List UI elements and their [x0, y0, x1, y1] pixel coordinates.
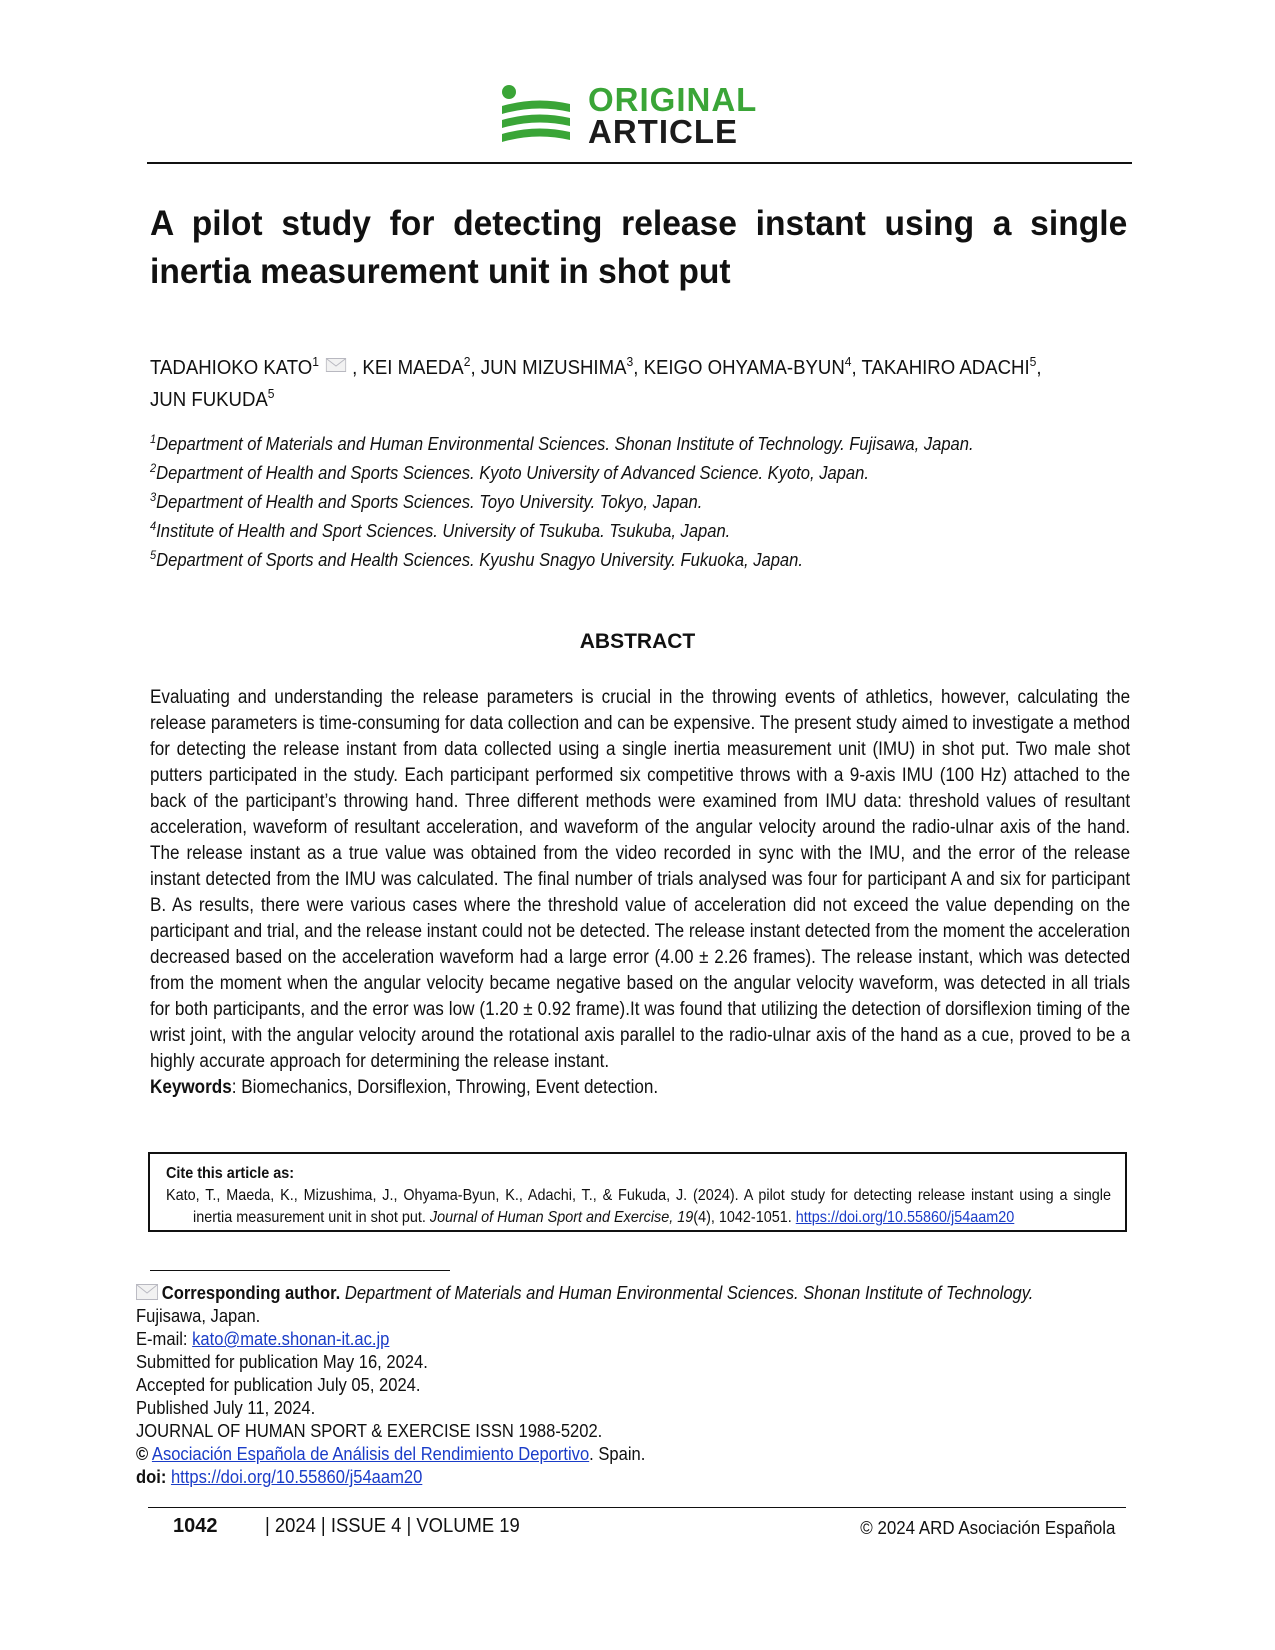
affiliation-text: Department of Materials and Human Environmental Sciences. Shonan Institute of Technology. Fujisawa, Japan. — [156, 434, 974, 454]
abstract-text: Evaluating and understanding the release parameters is crucial in the throwing events of athletics, however, calculating the release parameters is time-consuming for data collection and can be expensive. The present study aimed to investigate a method for detecting the release instant from data collected using a single inertia measurement unit (IMU) in shot put. Two male shot putters participated in the study. Each participant performed six competitive throws with a 9-axis IMU (100 Hz) attached to the back of the participant’s throwing hand. Three different methods were examined from IMU data: threshold values of resultant acceleration, waveform of resultant acceleration, and waveform of the angular velocity around the radio-ulnar axis of the hand. The release instant as a true value was obtained from the video recorded in sync with the IMU, and the error of the release instant detected from the IMU was calculated. The final number of trials analysed was four for participant A and six for participant B. As results, there were various cases where the threshold value of acceleration did not exceed the value depending on the participant and trial, and the release instant could not be detected. The release instant detected from the moment the acceleration decreased based on the acceleration waveform had a large error (4.00 ± 2.26 frames). The release instant, which was detected from the moment when the angular velocity became negative based on the angular velocity waveform, was detected in all trials for both participants, and the error was low (1.20 ± 0.92 frame).It was found that utilizing the detection of dorsiflexion timing of the wrist joint, with the angular velocity around the rotational axis parallel to the radio-ulnar axis of the hand as a cue, proved to be a highly accurate approach for determining the release instant. — [150, 687, 1131, 1072]
article-title: A pilot study for detecting release instant using a single inertia measurement unit in shot put — [150, 204, 1128, 291]
affiliation — [150, 488, 1070, 517]
author-affil-number: 4 — [844, 354, 852, 369]
citation-reference: Kato, T., Maeda, K., Mizushima, J., Ohyama-Byun, K., Adachi, T., & Fukuda, J. (2024). A pilot study for detecting release instant using a single inertia measurement unit in shot put. — [166, 1187, 1111, 1226]
author-name: TAKAHIRO ADACHI — [861, 357, 1030, 379]
affiliation-text: Institute of Health and Sport Sciences. University of Tsukuba. Tsukuba, Japan. — [156, 521, 731, 541]
author-name: JUN FUKUDA — [150, 389, 268, 411]
citation-label: Cite this article as: — [166, 1165, 295, 1182]
corresponding-author-footnote — [136, 1282, 1236, 1489]
logo-text — [588, 81, 758, 150]
abstract-body — [150, 685, 1130, 1101]
email-label: E-mail: — [136, 1329, 193, 1349]
author-affil-number: 3 — [626, 354, 634, 369]
stripes-logo-icon — [500, 84, 572, 148]
citation-issue: (4), 1042-1051. — [693, 1209, 796, 1226]
affiliation-text: Department of Health and Sports Sciences. Toyo University. Tokyo, Japan. — [156, 492, 703, 512]
author-affil-number: 2 — [463, 354, 471, 369]
corresponding-label: Corresponding author. — [161, 1283, 341, 1303]
author-name: KEI MAEDA — [362, 357, 464, 379]
copyright-suffix: . Spain. — [589, 1444, 646, 1464]
logo-line-original: ORIGINAL — [588, 81, 758, 118]
submitted-date: Submitted for publication May 16, 2024. — [136, 1352, 428, 1372]
footnote-divider — [150, 1270, 450, 1271]
doi-link[interactable]: https://doi.org/10.55860/j54aam20 — [170, 1467, 423, 1487]
author-name: JUN MIZUSHIMA — [480, 357, 627, 379]
header-divider — [147, 162, 1132, 164]
affiliation-list — [150, 430, 1150, 575]
affiliation-text: Department of Sports and Health Sciences. Kyushu Snagyo University. Fukuoka, Japan. — [156, 550, 803, 570]
affiliation-number: 1 — [150, 432, 157, 446]
citation-journal: Journal of Human Sport and Exercise, 19 — [429, 1209, 694, 1226]
email-line — [136, 1328, 1130, 1351]
logo-line-article: ARTICLE — [588, 113, 738, 150]
doi-label: doi: — [136, 1467, 171, 1487]
email-envelope-icon — [136, 1284, 158, 1300]
corresponding-affiliation: Department of Materials and Human Environmental Sciences. Shonan Institute of Technology. — [344, 1283, 1034, 1303]
keywords-label: Keywords — [150, 1077, 232, 1098]
issue-info: | 2024 | ISSUE 4 | VOLUME 19 — [265, 1515, 520, 1537]
keywords-list: : Biomechanics, Dorsiflexion, Throwing, Event detection. — [231, 1077, 659, 1098]
journal-logo — [500, 81, 770, 154]
email-envelope-icon[interactable] — [326, 358, 346, 372]
affiliation — [150, 430, 1070, 459]
published-date: Published July 11, 2024. — [136, 1398, 316, 1418]
citation-doi-link[interactable]: https://doi.org/10.55860/j54aam20 — [795, 1209, 1015, 1226]
author-list: TADAHIOKO KATO$^1$ , KEI MAEDA$^2$, JUN MIZUSHIMA$^3$, KEIGO OHYAMA-BYUN$^4$, TAKAHIRO ADACHI$^5$, JUN FUKUDA$^5$ — [150, 354, 1042, 411]
affiliation — [150, 546, 1070, 575]
accepted-date: Accepted for publication July 05, 2024. — [136, 1375, 421, 1395]
footer-copyright: © 2024 ARD Asociación Española — [859, 1518, 1115, 1538]
citation-box — [148, 1152, 1127, 1232]
affiliation-text: Department of Health and Sports Sciences. Kyoto University of Advanced Science. Kyoto, Japan. — [156, 463, 869, 483]
copyright-link[interactable]: Asociación Española de Análisis del Rendimiento Deportivo — [151, 1444, 590, 1464]
affiliation — [150, 459, 1070, 488]
page-number: 1042 — [173, 1515, 218, 1537]
footer-divider — [148, 1507, 1126, 1508]
affiliation-number: 4 — [150, 519, 157, 533]
author-affil-number: 5 — [1029, 354, 1037, 369]
copyright-line — [136, 1443, 1130, 1466]
email-link[interactable]: kato@mate.shonan-it.ac.jp — [192, 1329, 390, 1349]
affiliation-number: 3 — [150, 490, 157, 504]
citation-text — [166, 1185, 1111, 1229]
author-affil-number: 5 — [267, 386, 275, 401]
journal-issn: JOURNAL OF HUMAN SPORT & EXERCISE ISSN 1988-5202. — [136, 1421, 603, 1441]
copyright-symbol: © — [136, 1444, 149, 1464]
abstract-heading: ABSTRACT — [579, 630, 696, 653]
affiliation-number: 2 — [150, 461, 157, 475]
doi-line — [136, 1466, 1130, 1489]
keywords-line — [150, 1075, 1130, 1101]
author-name: TADAHIOKO KATO — [150, 357, 313, 379]
affiliation — [150, 517, 1070, 546]
corresponding-affiliation-cont: Fujisawa, Japan. — [136, 1306, 261, 1326]
affiliation-number: 5 — [150, 548, 157, 562]
corresponding-line — [136, 1282, 1130, 1305]
author-affil-number: 1 — [312, 354, 319, 369]
author-name: KEIGO OHYAMA-BYUN — [643, 357, 845, 379]
